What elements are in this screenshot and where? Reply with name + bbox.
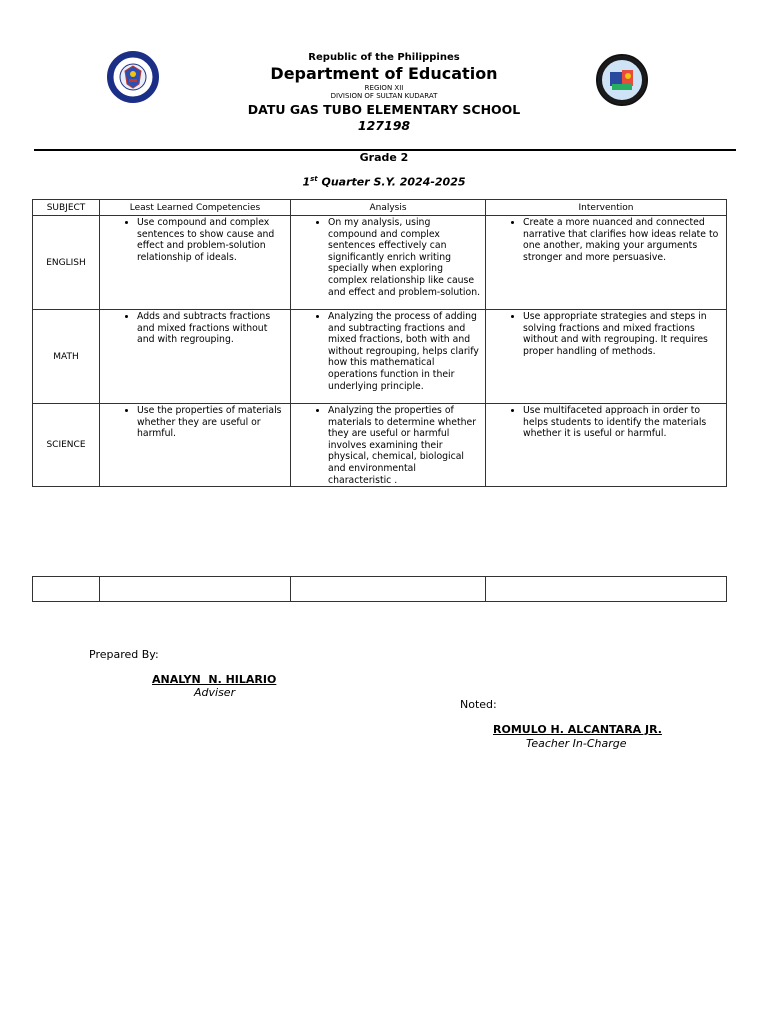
table-row [33, 216, 727, 310]
document-header [0, 53, 768, 132]
competency-cell [100, 216, 291, 310]
subject-cell: SCIENCE [33, 404, 100, 487]
analysis-cell [291, 310, 486, 404]
region-name: REGION XII [364, 84, 404, 92]
analysis-item: • Analyzing the properties of materials to determine whether they are useful or harmful involves examining their physical, chemical, biological and environmental characteristic . [328, 405, 481, 486]
competency-cell [100, 404, 291, 487]
competency-item: • Adds and subtracts fractions and mixed fractions without and with regrouping. [137, 311, 286, 346]
competency-item: • Use compound and complex sentences to show cause and effect and problem-solution relationship of ideals. [137, 217, 286, 263]
intervention-cell [486, 310, 727, 404]
analysis-cell [291, 404, 486, 487]
teacher-in-charge-role: Teacher In-Charge [526, 737, 627, 750]
header-subject: SUBJECT [33, 200, 100, 216]
analysis-cell [291, 216, 486, 310]
competency-cell [100, 310, 291, 404]
table-row [33, 310, 727, 404]
intervention-cell [486, 216, 727, 310]
department-name: Department of Education [270, 64, 498, 83]
empty-row [33, 577, 727, 602]
adviser-name: ANALYN N. HILARIO [152, 673, 277, 686]
empty-cell [100, 577, 291, 602]
school-id: 127198 [357, 117, 411, 133]
empty-cell [291, 577, 486, 602]
competency-table [32, 199, 727, 487]
country-name: Republic of the Philippines [308, 52, 460, 63]
analysis-item: • On my analysis, using compound and complex sentences effectively can significantly enrich writing specially when exploring complex relationship like cause and effect and problem-solution. [328, 217, 481, 298]
header-analysis: Analysis [291, 200, 486, 216]
header-intervention: Intervention [486, 200, 727, 216]
school-name: DATU GAS TUBO ELEMENTARY SCHOOL [247, 102, 521, 117]
adviser-role: Adviser [194, 686, 236, 699]
table-row [33, 404, 727, 487]
table-header-row [33, 200, 727, 216]
competency-item: • Use the properties of materials whether they are useful or harmful. [137, 405, 286, 440]
quarter-suffix: st [310, 175, 318, 183]
subject-cell: ENGLISH [33, 216, 100, 310]
empty-cell [33, 577, 100, 602]
intervention-item: • Use appropriate strategies and steps in solving fractions and mixed fractions without and with regrouping. It requires proper handling of methods. [523, 311, 722, 357]
intervention-item: • Use multifaceted approach in order to helps students to identify the materials whether it is useful or harmful. [523, 405, 722, 440]
subject-cell: MATH [33, 310, 100, 404]
empty-table [32, 576, 727, 602]
header-competencies: Least Learned Competencies [100, 200, 291, 216]
quarter-label [0, 175, 768, 189]
noted-label: Noted: [460, 698, 497, 711]
analysis-item: • Analyzing the process of adding and subtracting fractions and mixed fractions, both with and without regrouping, helps clarify how this mathematical operations function in their underlying principle. [328, 311, 481, 392]
intervention-item: • Create a more nuanced and connected narrative that clarifies how ideas relate to one another, making your arguments stronger and more persuasive. [523, 217, 722, 263]
empty-cell [486, 577, 727, 602]
teacher-in-charge-name: ROMULO H. ALCANTARA JR. [493, 723, 662, 736]
intervention-cell [486, 404, 727, 487]
grade-label: Grade 2 [359, 151, 409, 164]
division-name: DIVISION OF SULTAN KUDARAT [330, 92, 438, 100]
quarter-text: Quarter S.Y. 2024-2025 [317, 175, 466, 189]
prepared-by-label: Prepared By: [89, 648, 159, 661]
quarter-number: 1 [302, 175, 311, 189]
